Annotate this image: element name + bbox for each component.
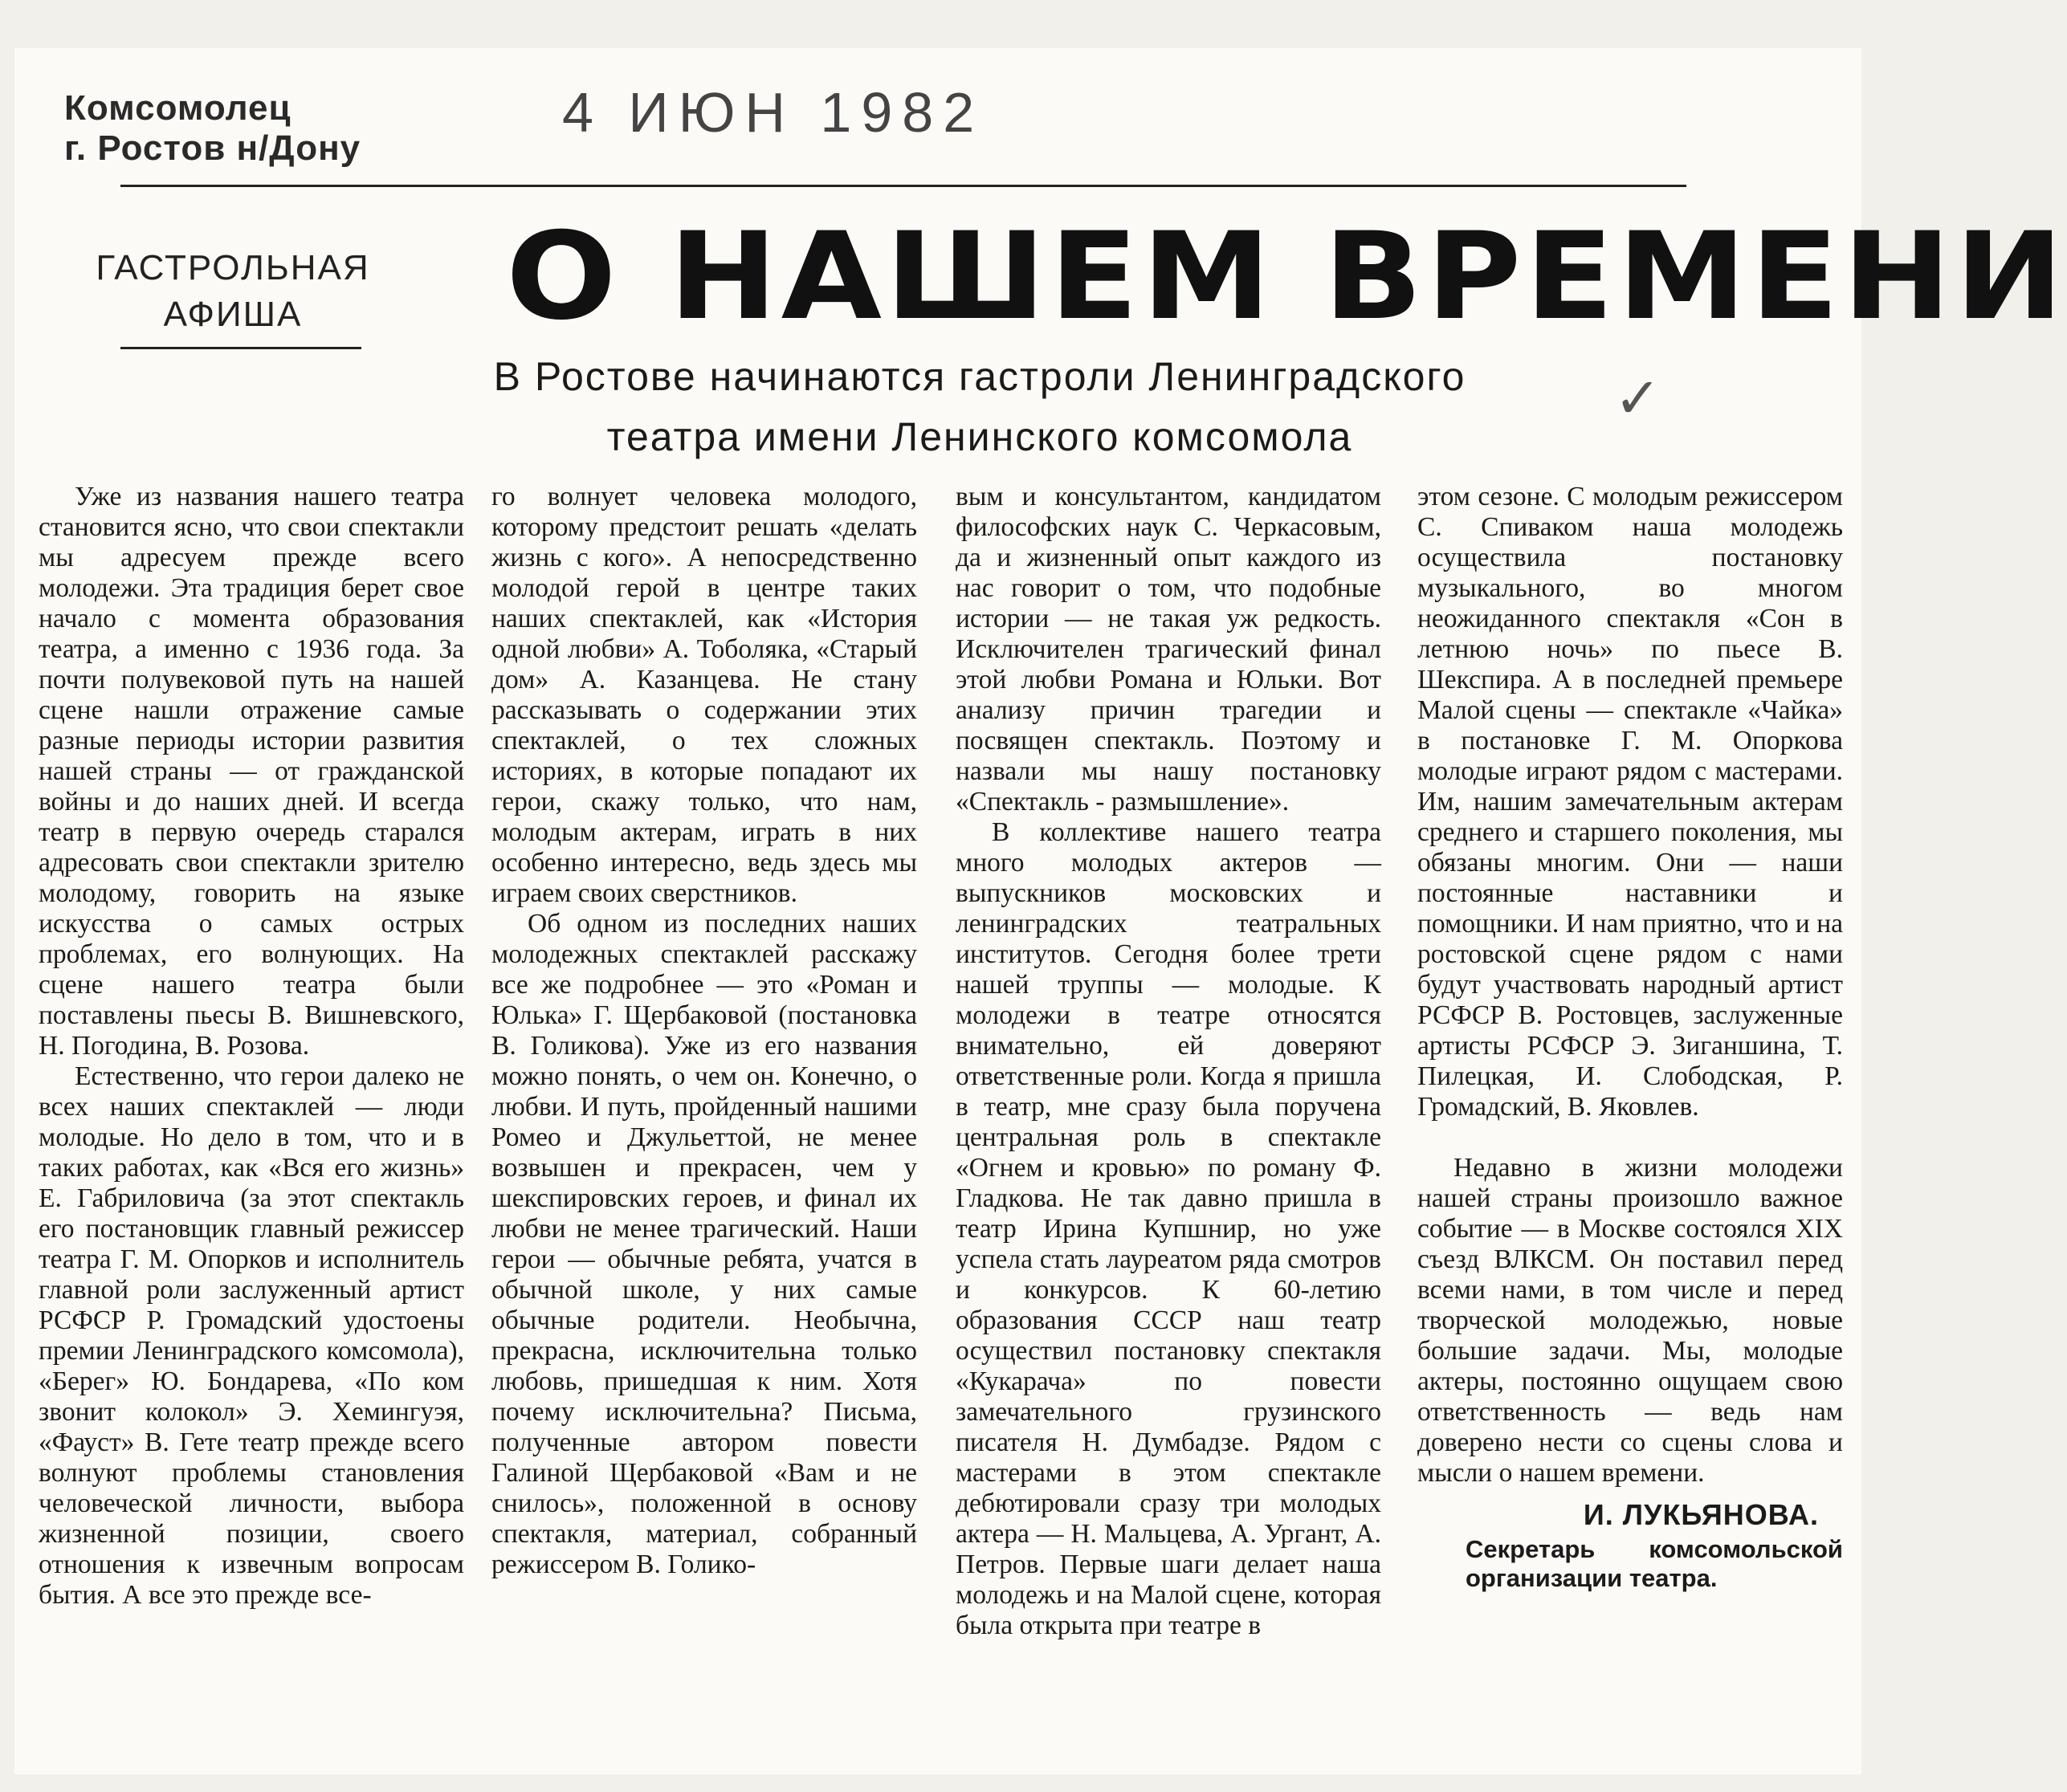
- rubric-line2: АФИША: [163, 295, 303, 334]
- article-column-3: [956, 482, 1381, 1641]
- paragraph: В коллективе нашего театра много молодых актеров — выпускников московских и ленинградских театральных институтов. Сегодня более трети нашей труппы — молодые. К молодежи в театре относятся внимательно, ей доверяют ответственные роли. Когда я пришла в театр, мне сразу была поручена центральная роль в спектакле «Огнем и кровью» по роману Ф. Гладкова. Не так давно пришла в театр Ирина Купшнир, но уже успела стать лауреатом ряда смотров и конкурсов. К 60-летию образования СССР наш театр осуществил постановку спектакля «Кукарача» по повести замечательного грузинского писателя Н. Думбадзе. Рядом с мастерами в этом спектакле дебютировали сразу три молодых актера — Н. Мальцева, А. Ургант, А. Петров. Первые шаги делает наша молодежь и на Малой сцене, которая была открыта при театре в: [956, 817, 1381, 1640]
- paragraph: этом сезоне. С молодым режиссером С. Спиваком наша молодежь осуществила постановку музыкального, во многом неожиданного спектакля «Сон в летнюю ночь» по пьесе В. Шекспира. А в последней премьере Малой сцены — спектакле «Чайка» в постановке Г. М. Опоркова молодые играют рядом с мастерами. Им, нашим замечательным актерам среднего и старшего поколения, мы обязаны многим. Они — наши постоянные наставники и помощники. И нам приятно, что и на ростовской сцене рядом с нами будут участвовать народный артист РСФСР В. Ростовцев, заслуженные артисты РСФСР Э. Зиганшина, Т. Пилецкая, И. Слободская, Р. Громадский, В. Яковлев.: [1417, 482, 1843, 1122]
- article-column-4: [1417, 482, 1843, 1593]
- top-rule: [120, 185, 1686, 187]
- subhead-line2: театра имени Ленинского комсомола: [606, 414, 1353, 459]
- author-name: И. ЛУКЬЯНОВА.: [1583, 1498, 1819, 1531]
- subhead-line1: В Ростове начинаются гастроли Ленинградского: [493, 354, 1466, 399]
- author-role: Секретарь комсомольской организации театра.: [1466, 1535, 1843, 1592]
- article-column-1: [39, 482, 464, 1611]
- source-stamp-line2: г. Ростов н/Дону: [64, 128, 361, 168]
- source-stamp-line1: Комсомолец: [64, 88, 292, 128]
- rubric-underline: [120, 347, 361, 349]
- article-column-2: [491, 482, 917, 1580]
- date-stamp: 4 ИЮН 1982: [562, 81, 985, 144]
- paragraph: Уже из названия нашего театра становится ясно, что свои спектакли мы адресуем прежде всего молодежи. Эта традиция берет свое начало с момента образования театра, а именно с 1936 года. За почти полувековой путь на нашей сцене нашли отражение самые разные периоды истории развития нашей страны — от гражданской войны и до наших дней. И всегда театр в первую очередь старался адресовать свои спектакли зрителю молодому, говорить на языке искусства о самых острых проблемах, его волнующих. На сцене нашего театра были поставлены пьесы В. Вишневского, Н. Погодина, В. Розова.: [39, 482, 464, 1061]
- check-mark-icon: ✓: [1614, 365, 1661, 431]
- paragraph: Недавно в жизни молодежи нашей страны произошло важное событие — в Москве состоялся XIX съезд ВЛКСМ. Он поставил перед всеми нами, в том числе и перед творческой молодежью, новые большие задачи. Мы, молодые актеры, постоянно ощущаем свою ответственность — ведь нам доверено нести со сцены слова и мысли о нашем времени.: [1417, 1153, 1843, 1488]
- paragraph-gap: [1417, 1122, 1843, 1153]
- paragraph: вым и консультантом, кандидатом философских наук С. Черкасовым, да и жизненный опыт каждого из нас говорит о том, что подобные истории — не такая уж редкость. Исключителен трагический финал этой любви Романа и Юльки. Вот анализу причин трагедии и посвящен спектакль. Поэтому и назвали мы нашу постановку «Спектакль - размышление».: [956, 482, 1381, 817]
- rubric-line1: ГАСТРОЛЬНАЯ: [96, 248, 370, 287]
- paragraph: Естественно, что герои далеко не всех наших спектаклей — люди молодые. Но дело в том, что и в таких работах, как «Вся его жизнь» Е. Габриловича (за этот спектакль его постановщик главный режиссер театра Г. М. Опорков и исполнитель главной роли заслуженный артист РСФСР Р. Громадский удостоены премии Ленинградского комсомола), «Берег» Ю. Бондарева, «По ком звонит колокол» Э. Хемингуэя, «Фауст» В. Гете театр прежде всего волнуют проблемы становления человеческой личности, выбора жизненной позиции, своего отношения к извечным вопросам бытия. А все это прежде все-: [39, 1061, 464, 1610]
- paragraph: го волнует человека молодого, которому предстоит решать «делать жизнь с кого». А непосредственно молодой герой в центре таких наших спектаклей, как «История одной любви» А. Тоболяка, «Старый дом» А. Казанцева. Не стану рассказывать о содержании этих спектаклей, о тех сложных историях, в которые попадают их герои, скажу только, что нам, молодым актерам, играть в них особенно интересно, ведь здесь мы играем своих сверстников.: [491, 482, 917, 908]
- headline: О НАШЕМ ВРЕМЕНИ: [506, 207, 2067, 347]
- rubric: [80, 245, 385, 338]
- paragraph: Об одном из последних наших молодежных спектаклей расскажу все же подробнее — это «Роман и Юлька» Г. Щербаковой (постановка В. Голикова). Уже из его названия можно понять, о чем он. Конечно, о любви. И путь, пройденный нашими Ромео и Джульеттой, не менее возвышен и прекрасен, чем у шекспировских героев, и финал их любви не менее трагический. Наши герои — обычные ребята, учатся в обычной школе, у них самые обычные родители. Необычна, прекрасна, исключительна только любовь, пришедшая к ним. Хотя почему исключительна? Письма, полученные автором повести Галиной Щербаковой «Вам и не снилось», положенной в основу спектакля, материал, собранный режиссером В. Голико-: [491, 909, 917, 1579]
